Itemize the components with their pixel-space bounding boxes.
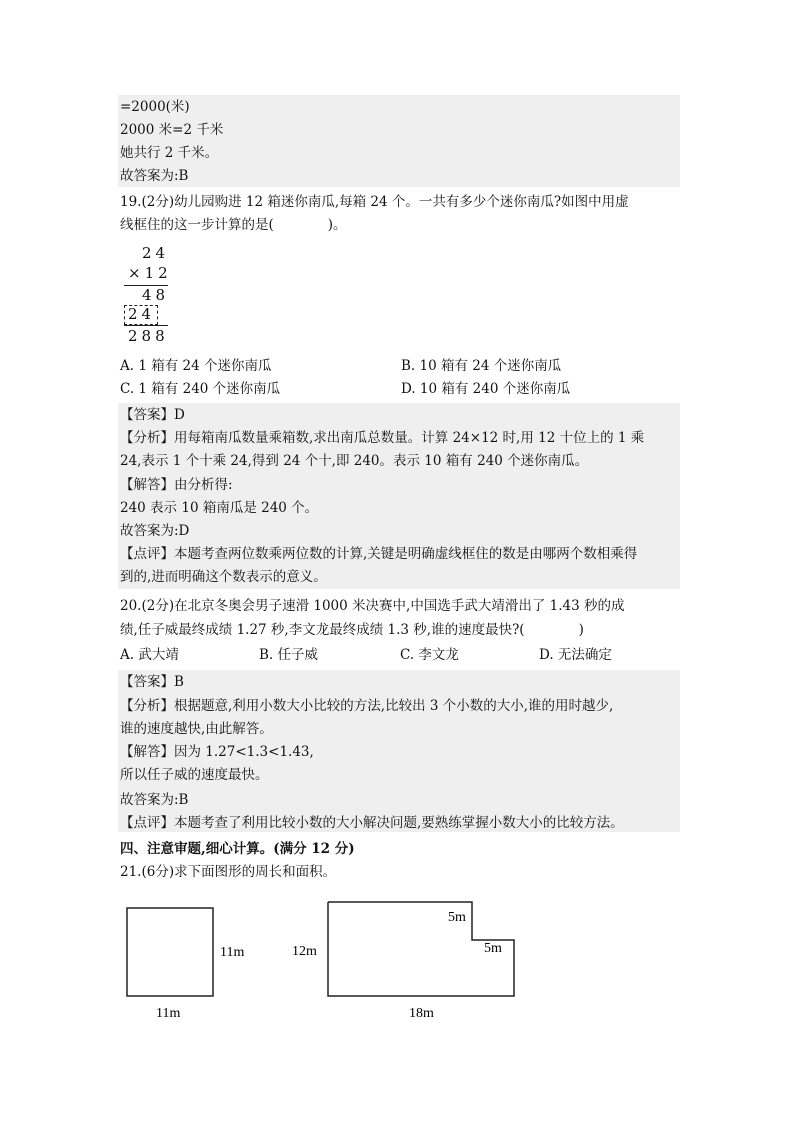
q20-option-c: C. 李文龙: [400, 647, 459, 663]
notch-height-label: 5m: [484, 941, 502, 956]
prev-solution-line: 2000 米=2 千米: [120, 122, 224, 138]
q20-analysis: 【分析】根据题意,利用小数大小比较的方法,比较出 3 个小数的大小,谁的用时越少,: [120, 698, 614, 714]
square-bottom-label: 11m: [156, 1006, 181, 1021]
q19-analysis: 【分析】用每箱南瓜数量乘箱数,求出南瓜总数量。计算 24×12 时,用 12 十位上的 1 乘: [120, 430, 645, 446]
calc-partial-product-highlighted: 24: [128, 305, 156, 323]
composite-bottom-label: 18m: [409, 1006, 434, 1021]
q19-comment: 【点评】本题考查两位数乘两位数的计算,关键是明确虚线框住的数是由哪两个数相乘得: [120, 546, 638, 562]
q19-solution: 故答案为:D: [120, 523, 190, 539]
q19-solution: 240 表示 10 箱南瓜是 240 个。: [120, 500, 319, 516]
q20-solution: 所以任子威的速度最快。: [120, 767, 269, 783]
q20-comment: 【点评】本题考查了利用比较小数的大小解决问题,要熟练掌握小数大小的比较方法。: [120, 815, 624, 831]
calc-multiplicand: 24: [142, 244, 170, 262]
q20-answer: 【答案】B: [120, 674, 184, 690]
q19-option-d: D. 10 箱有 240 个迷你南瓜: [401, 381, 571, 397]
q19-option-b: B. 10 箱有 24 个迷你南瓜: [401, 358, 562, 374]
composite-left-label: 12m: [292, 944, 317, 959]
q20-analysis: 谁的速度越快,由此解答。: [120, 721, 273, 737]
q19-stem: 19.(2分)幼儿园购进 12 箱迷你南瓜,每箱 24 个。一共有多少个迷你南瓜?如图中用虚: [120, 194, 629, 210]
prev-solution-line: =2000(米): [120, 99, 190, 115]
section-title: 四、注意审题,细心计算。(满分 12 分): [120, 841, 355, 857]
q19-option-a: A. 1 箱有 24 个迷你南瓜: [120, 358, 272, 374]
q20-option-b: B. 任子威: [259, 647, 319, 663]
q19-answer: 【答案】D: [120, 407, 185, 423]
q20-solution: 【解答】因为 1.27<1.3<1.43,: [120, 744, 314, 760]
prev-solution-shade: [118, 95, 680, 187]
q20-option-a: A. 武大靖: [120, 647, 179, 663]
q20-stem: 绩,任子威最终成绩 1.27 秒,李文龙最终成绩 1.3 秒,谁的速度最快?( ): [120, 622, 584, 638]
q20-solution: 故答案为:B: [120, 792, 189, 808]
q19-analysis: 24,表示 1 个十乘 24,得到 24 个十,即 240。表示 10 箱有 240 个迷你南瓜。: [120, 453, 589, 469]
q19-comment: 到的,进而明确这个数表示的意义。: [120, 569, 327, 585]
q19-stem: 线框住的这一步计算的是( )。: [120, 217, 347, 233]
prev-solution-answer: 故答案为:B: [120, 168, 189, 184]
prev-solution-line: 她共行 2 千米。: [120, 145, 219, 161]
notch-width-label: 5m: [448, 910, 466, 925]
calc-partial-product: 48: [142, 286, 170, 304]
q19-option-c: C. 1 箱有 240 个迷你南瓜: [120, 381, 281, 397]
square-shape: [127, 908, 213, 996]
q20-option-d: D. 无法确定: [539, 647, 612, 663]
square-side-label: 11m: [220, 945, 245, 960]
q21-figures: [0, 890, 800, 1030]
q19-solution: 【解答】由分析得:: [120, 477, 233, 493]
calc-rule: [124, 325, 168, 326]
q21-stem: 21.(6分)求下面图形的周长和面积。: [120, 864, 337, 880]
q20-stem: 20.(2分)在北京冬奥会男子速滑 1000 米决赛中,中国选手武大靖滑出了 1.43 秒的成: [120, 598, 625, 614]
calc-product: 288: [128, 327, 169, 345]
calc-multiplier: ×12: [128, 264, 172, 282]
